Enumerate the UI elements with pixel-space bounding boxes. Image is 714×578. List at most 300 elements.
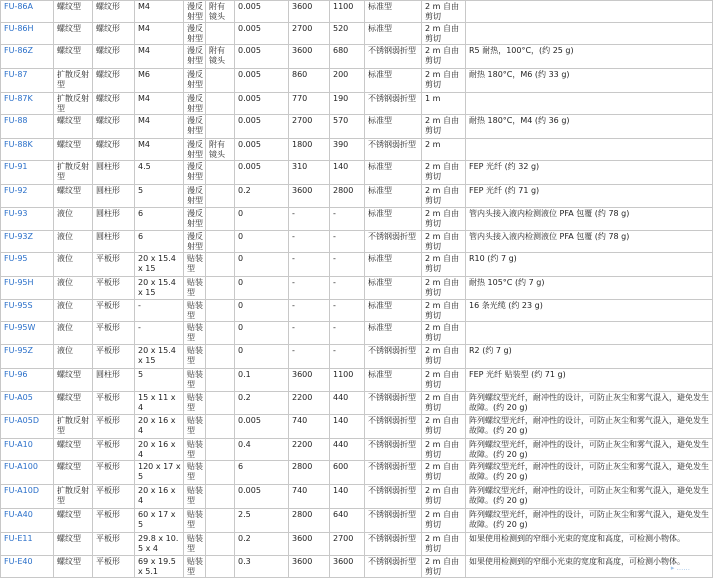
type-cell: 螺纹型 bbox=[54, 461, 93, 485]
model-cell[interactable]: FU-86A bbox=[1, 1, 54, 23]
table-body bbox=[1, 1, 713, 578]
size-cell: 20 x 16 x 4 bbox=[135, 415, 184, 439]
table-row bbox=[1, 392, 713, 415]
size-cell: 5 bbox=[135, 185, 184, 208]
distance-alt-cell: 140 bbox=[330, 161, 365, 185]
distance-alt-cell: - bbox=[330, 253, 365, 277]
cable-cell: 2 m 自由剪切 bbox=[422, 322, 466, 345]
cable-cell: 2 m 自由剪切 bbox=[422, 1, 466, 23]
distance-cell: 3600 bbox=[289, 369, 330, 392]
shape-cell: 平板形 bbox=[93, 322, 135, 345]
mount-cell: 漫反射型 bbox=[184, 45, 206, 69]
note-cell: FEP 光纤 (约 71 g) bbox=[466, 185, 713, 208]
note-cell bbox=[466, 93, 713, 115]
lens-cell bbox=[206, 93, 235, 115]
mount-cell: 贴装型 bbox=[184, 253, 206, 277]
distance-alt-cell: 600 bbox=[330, 461, 365, 485]
lens-cell bbox=[206, 161, 235, 185]
type-cell: 螺纹型 bbox=[54, 369, 93, 392]
mount-cell: 漫反射型 bbox=[184, 93, 206, 115]
lens-cell: 附有镜头 bbox=[206, 1, 235, 23]
bend-type-cell: 不锈钢弱折型 bbox=[365, 139, 422, 161]
bend-type-cell: 标准型 bbox=[365, 253, 422, 277]
distance-cell: 3600 bbox=[289, 1, 330, 23]
mount-cell: 漫反射型 bbox=[184, 1, 206, 23]
mount-cell: 贴装型 bbox=[184, 322, 206, 345]
distance-alt-cell: - bbox=[330, 345, 365, 369]
model-cell[interactable]: FU-87 bbox=[1, 69, 54, 93]
mount-cell: 漫反射型 bbox=[184, 208, 206, 231]
min-object-cell: 0 bbox=[235, 208, 289, 231]
table-row bbox=[1, 208, 713, 231]
table-row bbox=[1, 556, 713, 578]
shape-cell: 圆柱形 bbox=[93, 231, 135, 253]
table-row bbox=[1, 115, 713, 139]
cable-cell: 2 m 自由剪切 bbox=[422, 509, 466, 533]
table-row bbox=[1, 369, 713, 392]
lens-cell bbox=[206, 439, 235, 461]
model-cell[interactable]: FU-86H bbox=[1, 23, 54, 45]
table-row bbox=[1, 533, 713, 556]
type-cell: 螺纹型 bbox=[54, 45, 93, 69]
type-cell: 液位 bbox=[54, 345, 93, 369]
type-cell: 螺纹型 bbox=[54, 439, 93, 461]
distance-cell: 2800 bbox=[289, 461, 330, 485]
cable-cell: 2 m 自由剪切 bbox=[422, 461, 466, 485]
min-object-cell: 0.2 bbox=[235, 533, 289, 556]
shape-cell: 平板形 bbox=[93, 461, 135, 485]
lens-cell bbox=[206, 231, 235, 253]
size-cell: M4 bbox=[135, 23, 184, 45]
lens-cell bbox=[206, 392, 235, 415]
cable-cell: 2 m 自由剪切 bbox=[422, 556, 466, 578]
distance-cell: 1800 bbox=[289, 139, 330, 161]
bend-type-cell: 标准型 bbox=[365, 277, 422, 300]
size-cell: 60 x 17 x 5 bbox=[135, 509, 184, 533]
distance-cell: - bbox=[289, 208, 330, 231]
distance-alt-cell: 440 bbox=[330, 392, 365, 415]
bend-type-cell: 不锈钢弱折型 bbox=[365, 556, 422, 578]
size-cell: 20 x 15.4 x 15 bbox=[135, 345, 184, 369]
size-cell: 20 x 15.4 x 15 bbox=[135, 253, 184, 277]
bend-type-cell: 不锈钢弱折型 bbox=[365, 533, 422, 556]
model-cell[interactable]: FU-96 bbox=[1, 369, 54, 392]
min-object-cell: 0.005 bbox=[235, 23, 289, 45]
mount-cell: 贴装型 bbox=[184, 369, 206, 392]
note-cell: 阵列螺纹型光纤，耐冲性的设计，可防止灰尘和雾气混入，避免发生故障。(约 20 g) bbox=[466, 485, 713, 509]
shape-cell: 螺纹形 bbox=[93, 1, 135, 23]
distance-cell: 310 bbox=[289, 161, 330, 185]
size-cell: - bbox=[135, 300, 184, 322]
size-cell: M4 bbox=[135, 45, 184, 69]
size-cell: 6 bbox=[135, 208, 184, 231]
model-cell[interactable]: FU-87K bbox=[1, 93, 54, 115]
model-cell[interactable]: FU-93Z bbox=[1, 231, 54, 253]
type-cell: 螺纹型 bbox=[54, 556, 93, 578]
table-row bbox=[1, 1, 713, 23]
min-object-cell: 0.005 bbox=[235, 115, 289, 139]
cable-cell: 2 m 自由剪切 bbox=[422, 185, 466, 208]
size-cell: M4 bbox=[135, 1, 184, 23]
mount-cell: 贴装型 bbox=[184, 439, 206, 461]
size-cell: M4 bbox=[135, 139, 184, 161]
model-cell[interactable]: FU-86Z bbox=[1, 45, 54, 69]
shape-cell: 平板形 bbox=[93, 277, 135, 300]
cable-cell: 2 m 自由剪切 bbox=[422, 115, 466, 139]
table-row bbox=[1, 185, 713, 208]
size-cell: 69 x 19.5 x 5.1 bbox=[135, 556, 184, 578]
type-cell: 扩散反射型 bbox=[54, 415, 93, 439]
size-cell: 20 x 16 x 4 bbox=[135, 485, 184, 509]
cable-cell: 2 m 自由剪切 bbox=[422, 277, 466, 300]
distance-alt-cell: - bbox=[330, 208, 365, 231]
min-object-cell: 0.005 bbox=[235, 485, 289, 509]
cable-cell: 2 m 自由剪切 bbox=[422, 485, 466, 509]
note-cell: R2 (约 7 g) bbox=[466, 345, 713, 369]
size-cell: M6 bbox=[135, 69, 184, 93]
min-object-cell: 0.005 bbox=[235, 139, 289, 161]
distance-cell: 740 bbox=[289, 485, 330, 509]
distance-alt-cell: - bbox=[330, 322, 365, 345]
model-cell[interactable]: FU-A10D bbox=[1, 485, 54, 509]
note-cell: 阵列螺纹型光纤，耐冲性的设计，可防止灰尘和雾气混入，避免发生故障。(约 20 g) bbox=[466, 509, 713, 533]
shape-cell: 平板形 bbox=[93, 509, 135, 533]
note-cell: 管内头接入液内检测液位 PFA 包覆 (约 78 g) bbox=[466, 208, 713, 231]
cable-cell: 2 m 自由剪切 bbox=[422, 439, 466, 461]
distance-alt-cell: 570 bbox=[330, 115, 365, 139]
type-cell: 液位 bbox=[54, 253, 93, 277]
min-object-cell: 0.005 bbox=[235, 69, 289, 93]
distance-cell: 2200 bbox=[289, 392, 330, 415]
distance-cell: 3600 bbox=[289, 556, 330, 578]
model-cell[interactable]: FU-A10 bbox=[1, 439, 54, 461]
type-cell: 螺纹型 bbox=[54, 392, 93, 415]
model-cell[interactable]: FU-91 bbox=[1, 161, 54, 185]
bend-type-cell: 不锈钢弱折型 bbox=[365, 345, 422, 369]
size-cell: 5 bbox=[135, 369, 184, 392]
distance-cell: 860 bbox=[289, 69, 330, 93]
type-cell: 扩散反射型 bbox=[54, 485, 93, 509]
lens-cell bbox=[206, 253, 235, 277]
type-cell: 螺纹型 bbox=[54, 533, 93, 556]
note-cell: 如果使用检测到的窄细小光束的宽度和高度，可检测小物体。 bbox=[466, 533, 713, 556]
distance-cell: 3600 bbox=[289, 533, 330, 556]
note-cell: 如果使用检测到的窄细小光束的宽度和高度，可检测小物体。 bbox=[466, 556, 713, 578]
distance-alt-cell: - bbox=[330, 231, 365, 253]
note-cell: 耐热 105°C (约 7 g) bbox=[466, 277, 713, 300]
distance-cell: 740 bbox=[289, 415, 330, 439]
table-row bbox=[1, 300, 713, 322]
note-cell: 管内头接入液内检测液位 PFA 包覆 (约 78 g) bbox=[466, 231, 713, 253]
distance-alt-cell: 390 bbox=[330, 139, 365, 161]
lens-cell bbox=[206, 208, 235, 231]
type-cell: 螺纹型 bbox=[54, 185, 93, 208]
note-cell: 阵列螺纹型光纤，耐冲性的设计，可防止灰尘和雾气混入，避免发生故障。(约 20 g) bbox=[466, 415, 713, 439]
table-row bbox=[1, 69, 713, 93]
model-cell[interactable]: FU-A05D bbox=[1, 415, 54, 439]
lens-cell bbox=[206, 185, 235, 208]
mount-cell: 贴装型 bbox=[184, 277, 206, 300]
shape-cell: 平板形 bbox=[93, 345, 135, 369]
watermark: ▸ ...... bbox=[670, 564, 690, 572]
shape-cell: 螺纹形 bbox=[93, 139, 135, 161]
bend-type-cell: 标准型 bbox=[365, 208, 422, 231]
type-cell: 液位 bbox=[54, 322, 93, 345]
size-cell: 20 x 16 x 4 bbox=[135, 439, 184, 461]
mount-cell: 漫反射型 bbox=[184, 115, 206, 139]
model-cell[interactable]: FU-92 bbox=[1, 185, 54, 208]
shape-cell: 平板形 bbox=[93, 253, 135, 277]
lens-cell bbox=[206, 556, 235, 578]
type-cell: 扩散反射型 bbox=[54, 93, 93, 115]
lens-cell bbox=[206, 115, 235, 139]
min-object-cell: 0.005 bbox=[235, 1, 289, 23]
table-row bbox=[1, 439, 713, 461]
shape-cell: 螺纹形 bbox=[93, 115, 135, 139]
model-cell[interactable]: FU-88K bbox=[1, 139, 54, 161]
note-cell: 耐热 180°C，M6 (约 33 g) bbox=[466, 69, 713, 93]
model-cell[interactable]: FU-A100 bbox=[1, 461, 54, 485]
size-cell: 120 x 17 x 5 bbox=[135, 461, 184, 485]
model-cell[interactable]: FU-A40 bbox=[1, 509, 54, 533]
mount-cell: 漫反射型 bbox=[184, 161, 206, 185]
distance-alt-cell: 2700 bbox=[330, 533, 365, 556]
lens-cell bbox=[206, 23, 235, 45]
lens-cell bbox=[206, 369, 235, 392]
bend-type-cell: 不锈钢弱折型 bbox=[365, 509, 422, 533]
type-cell: 液位 bbox=[54, 277, 93, 300]
cable-cell: 2 m 自由剪切 bbox=[422, 300, 466, 322]
size-cell: 20 x 15.4 x 15 bbox=[135, 277, 184, 300]
table-row bbox=[1, 45, 713, 69]
cable-cell: 1 m bbox=[422, 93, 466, 115]
distance-cell: 770 bbox=[289, 93, 330, 115]
lens-cell bbox=[206, 277, 235, 300]
bend-type-cell: 不锈钢弱折型 bbox=[365, 392, 422, 415]
shape-cell: 螺纹形 bbox=[93, 93, 135, 115]
size-cell: 6 bbox=[135, 231, 184, 253]
table-row bbox=[1, 322, 713, 345]
table-row bbox=[1, 485, 713, 509]
bend-type-cell: 标准型 bbox=[365, 322, 422, 345]
min-object-cell: 0 bbox=[235, 322, 289, 345]
min-object-cell: 0 bbox=[235, 231, 289, 253]
note-cell bbox=[466, 139, 713, 161]
table-row bbox=[1, 161, 713, 185]
note-cell bbox=[466, 1, 713, 23]
lens-cell bbox=[206, 300, 235, 322]
distance-alt-cell: 680 bbox=[330, 45, 365, 69]
distance-cell: - bbox=[289, 345, 330, 369]
note-cell: 阵列螺纹型光纤，耐冲性的设计，可防止灰尘和雾气混入，避免发生故障。(约 20 g) bbox=[466, 461, 713, 485]
distance-alt-cell: 2800 bbox=[330, 185, 365, 208]
model-cell[interactable]: FU-E40 bbox=[1, 556, 54, 578]
distance-cell: 2700 bbox=[289, 115, 330, 139]
cable-cell: 2 m 自由剪切 bbox=[422, 533, 466, 556]
min-object-cell: 0 bbox=[235, 253, 289, 277]
shape-cell: 平板形 bbox=[93, 439, 135, 461]
note-cell: 阵列螺纹型光纤，耐冲性的设计，可防止灰尘和雾气混入，避免发生故障。(约 20 g) bbox=[466, 392, 713, 415]
type-cell: 扩散反射型 bbox=[54, 161, 93, 185]
mount-cell: 漫反射型 bbox=[184, 139, 206, 161]
lens-cell bbox=[206, 415, 235, 439]
bend-type-cell: 不锈钢弱折型 bbox=[365, 231, 422, 253]
size-cell: - bbox=[135, 322, 184, 345]
shape-cell: 圆柱形 bbox=[93, 185, 135, 208]
note-cell: 阵列螺纹型光纤，耐冲性的设计，可防止灰尘和雾气混入，避免发生故障。(约 20 g) bbox=[466, 439, 713, 461]
distance-alt-cell: - bbox=[330, 300, 365, 322]
note-cell: R10 (约 7 g) bbox=[466, 253, 713, 277]
size-cell: 4.5 bbox=[135, 161, 184, 185]
min-object-cell: 0.005 bbox=[235, 45, 289, 69]
min-object-cell: 0.005 bbox=[235, 415, 289, 439]
table-row bbox=[1, 277, 713, 300]
bend-type-cell: 标准型 bbox=[365, 185, 422, 208]
mount-cell: 贴装型 bbox=[184, 461, 206, 485]
cable-cell: 2 m 自由剪切 bbox=[422, 392, 466, 415]
cable-cell: 2 m 自由剪切 bbox=[422, 69, 466, 93]
mount-cell: 漫反射型 bbox=[184, 69, 206, 93]
shape-cell: 平板形 bbox=[93, 556, 135, 578]
bend-type-cell: 不锈钢弱折型 bbox=[365, 461, 422, 485]
mount-cell: 贴装型 bbox=[184, 392, 206, 415]
model-cell[interactable]: FU-88 bbox=[1, 115, 54, 139]
distance-cell: - bbox=[289, 277, 330, 300]
lens-cell bbox=[206, 322, 235, 345]
distance-alt-cell: 3600 bbox=[330, 556, 365, 578]
distance-cell: - bbox=[289, 322, 330, 345]
lens-cell bbox=[206, 69, 235, 93]
table-row bbox=[1, 93, 713, 115]
distance-alt-cell: 140 bbox=[330, 415, 365, 439]
note-cell bbox=[466, 23, 713, 45]
cable-cell: 2 m 自由剪切 bbox=[422, 23, 466, 45]
cable-cell: 2 m 自由剪切 bbox=[422, 369, 466, 392]
type-cell: 螺纹型 bbox=[54, 1, 93, 23]
mount-cell: 漫反射型 bbox=[184, 23, 206, 45]
type-cell: 液位 bbox=[54, 300, 93, 322]
note-cell bbox=[466, 322, 713, 345]
model-cell[interactable]: FU-95Z bbox=[1, 345, 54, 369]
note-cell: R5 耐热，100°C，(约 25 g) bbox=[466, 45, 713, 69]
shape-cell: 圆柱形 bbox=[93, 161, 135, 185]
mount-cell: 漫反射型 bbox=[184, 231, 206, 253]
model-cell[interactable]: FU-93 bbox=[1, 208, 54, 231]
table-row bbox=[1, 509, 713, 533]
bend-type-cell: 标准型 bbox=[365, 161, 422, 185]
type-cell: 螺纹型 bbox=[54, 509, 93, 533]
distance-cell: 3600 bbox=[289, 45, 330, 69]
lens-cell: 附有镜头 bbox=[206, 45, 235, 69]
cable-cell: 2 m 自由剪切 bbox=[422, 253, 466, 277]
mount-cell: 贴装型 bbox=[184, 533, 206, 556]
shape-cell: 螺纹形 bbox=[93, 23, 135, 45]
mount-cell: 漫反射型 bbox=[184, 185, 206, 208]
model-cell[interactable]: FU-95W bbox=[1, 322, 54, 345]
note-cell: 耐热 180°C，M4 (约 36 g) bbox=[466, 115, 713, 139]
bend-type-cell: 不锈钢弱折型 bbox=[365, 485, 422, 509]
table-row bbox=[1, 23, 713, 45]
cable-cell: 2 m 自由剪切 bbox=[422, 208, 466, 231]
table-row bbox=[1, 253, 713, 277]
mount-cell: 贴装型 bbox=[184, 509, 206, 533]
model-cell[interactable]: FU-95H bbox=[1, 277, 54, 300]
distance-alt-cell: 440 bbox=[330, 439, 365, 461]
min-object-cell: 0.1 bbox=[235, 369, 289, 392]
min-object-cell: 0.4 bbox=[235, 439, 289, 461]
bend-type-cell: 标准型 bbox=[365, 1, 422, 23]
bend-type-cell: 标准型 bbox=[365, 69, 422, 93]
model-cell[interactable]: FU-95 bbox=[1, 253, 54, 277]
bend-type-cell: 标准型 bbox=[365, 23, 422, 45]
lens-cell bbox=[206, 345, 235, 369]
size-cell: M4 bbox=[135, 93, 184, 115]
min-object-cell: 6 bbox=[235, 461, 289, 485]
bend-type-cell: 不锈钢弱折型 bbox=[365, 45, 422, 69]
table-row bbox=[1, 461, 713, 485]
cable-cell: 2 m bbox=[422, 139, 466, 161]
lens-cell bbox=[206, 485, 235, 509]
distance-cell: 3600 bbox=[289, 185, 330, 208]
size-cell: 15 x 11 x 4 bbox=[135, 392, 184, 415]
bend-type-cell: 标准型 bbox=[365, 115, 422, 139]
distance-alt-cell: 520 bbox=[330, 23, 365, 45]
distance-cell: - bbox=[289, 300, 330, 322]
type-cell: 螺纹型 bbox=[54, 23, 93, 45]
note-cell: FEP 光纤 (约 32 g) bbox=[466, 161, 713, 185]
min-object-cell: 0.005 bbox=[235, 93, 289, 115]
distance-alt-cell: 140 bbox=[330, 485, 365, 509]
mount-cell: 贴装型 bbox=[184, 485, 206, 509]
type-cell: 螺纹型 bbox=[54, 115, 93, 139]
cable-cell: 2 m 自由剪切 bbox=[422, 345, 466, 369]
min-object-cell: 0 bbox=[235, 277, 289, 300]
bend-type-cell: 不锈钢弱折型 bbox=[365, 415, 422, 439]
min-object-cell: 0 bbox=[235, 300, 289, 322]
shape-cell: 平板形 bbox=[93, 392, 135, 415]
shape-cell: 平板形 bbox=[93, 415, 135, 439]
model-cell[interactable]: FU-E11 bbox=[1, 533, 54, 556]
shape-cell: 圆柱形 bbox=[93, 369, 135, 392]
type-cell: 螺纹型 bbox=[54, 139, 93, 161]
bend-type-cell: 标准型 bbox=[365, 300, 422, 322]
mount-cell: 贴装型 bbox=[184, 415, 206, 439]
distance-alt-cell: 1100 bbox=[330, 369, 365, 392]
type-cell: 液位 bbox=[54, 208, 93, 231]
cable-cell: 2 m 自由剪切 bbox=[422, 45, 466, 69]
lens-cell bbox=[206, 461, 235, 485]
min-object-cell: 0 bbox=[235, 345, 289, 369]
distance-cell: 2800 bbox=[289, 509, 330, 533]
note-cell: FEP 光纤 贴装型 (约 71 g) bbox=[466, 369, 713, 392]
cable-cell: 2 m 自由剪切 bbox=[422, 415, 466, 439]
model-cell[interactable]: FU-A05 bbox=[1, 392, 54, 415]
table-row bbox=[1, 231, 713, 253]
shape-cell: 螺纹形 bbox=[93, 45, 135, 69]
lens-cell bbox=[206, 533, 235, 556]
cable-cell: 2 m 自由剪切 bbox=[422, 231, 466, 253]
bend-type-cell: 不锈钢弱折型 bbox=[365, 93, 422, 115]
min-object-cell: 0.005 bbox=[235, 161, 289, 185]
shape-cell: 平板形 bbox=[93, 300, 135, 322]
shape-cell: 圆柱形 bbox=[93, 208, 135, 231]
cable-cell: 2 m 自由剪切 bbox=[422, 161, 466, 185]
table-row bbox=[1, 415, 713, 439]
shape-cell: 螺纹形 bbox=[93, 69, 135, 93]
mount-cell: 贴装型 bbox=[184, 556, 206, 578]
min-object-cell: 0.2 bbox=[235, 392, 289, 415]
model-cell[interactable]: FU-95S bbox=[1, 300, 54, 322]
